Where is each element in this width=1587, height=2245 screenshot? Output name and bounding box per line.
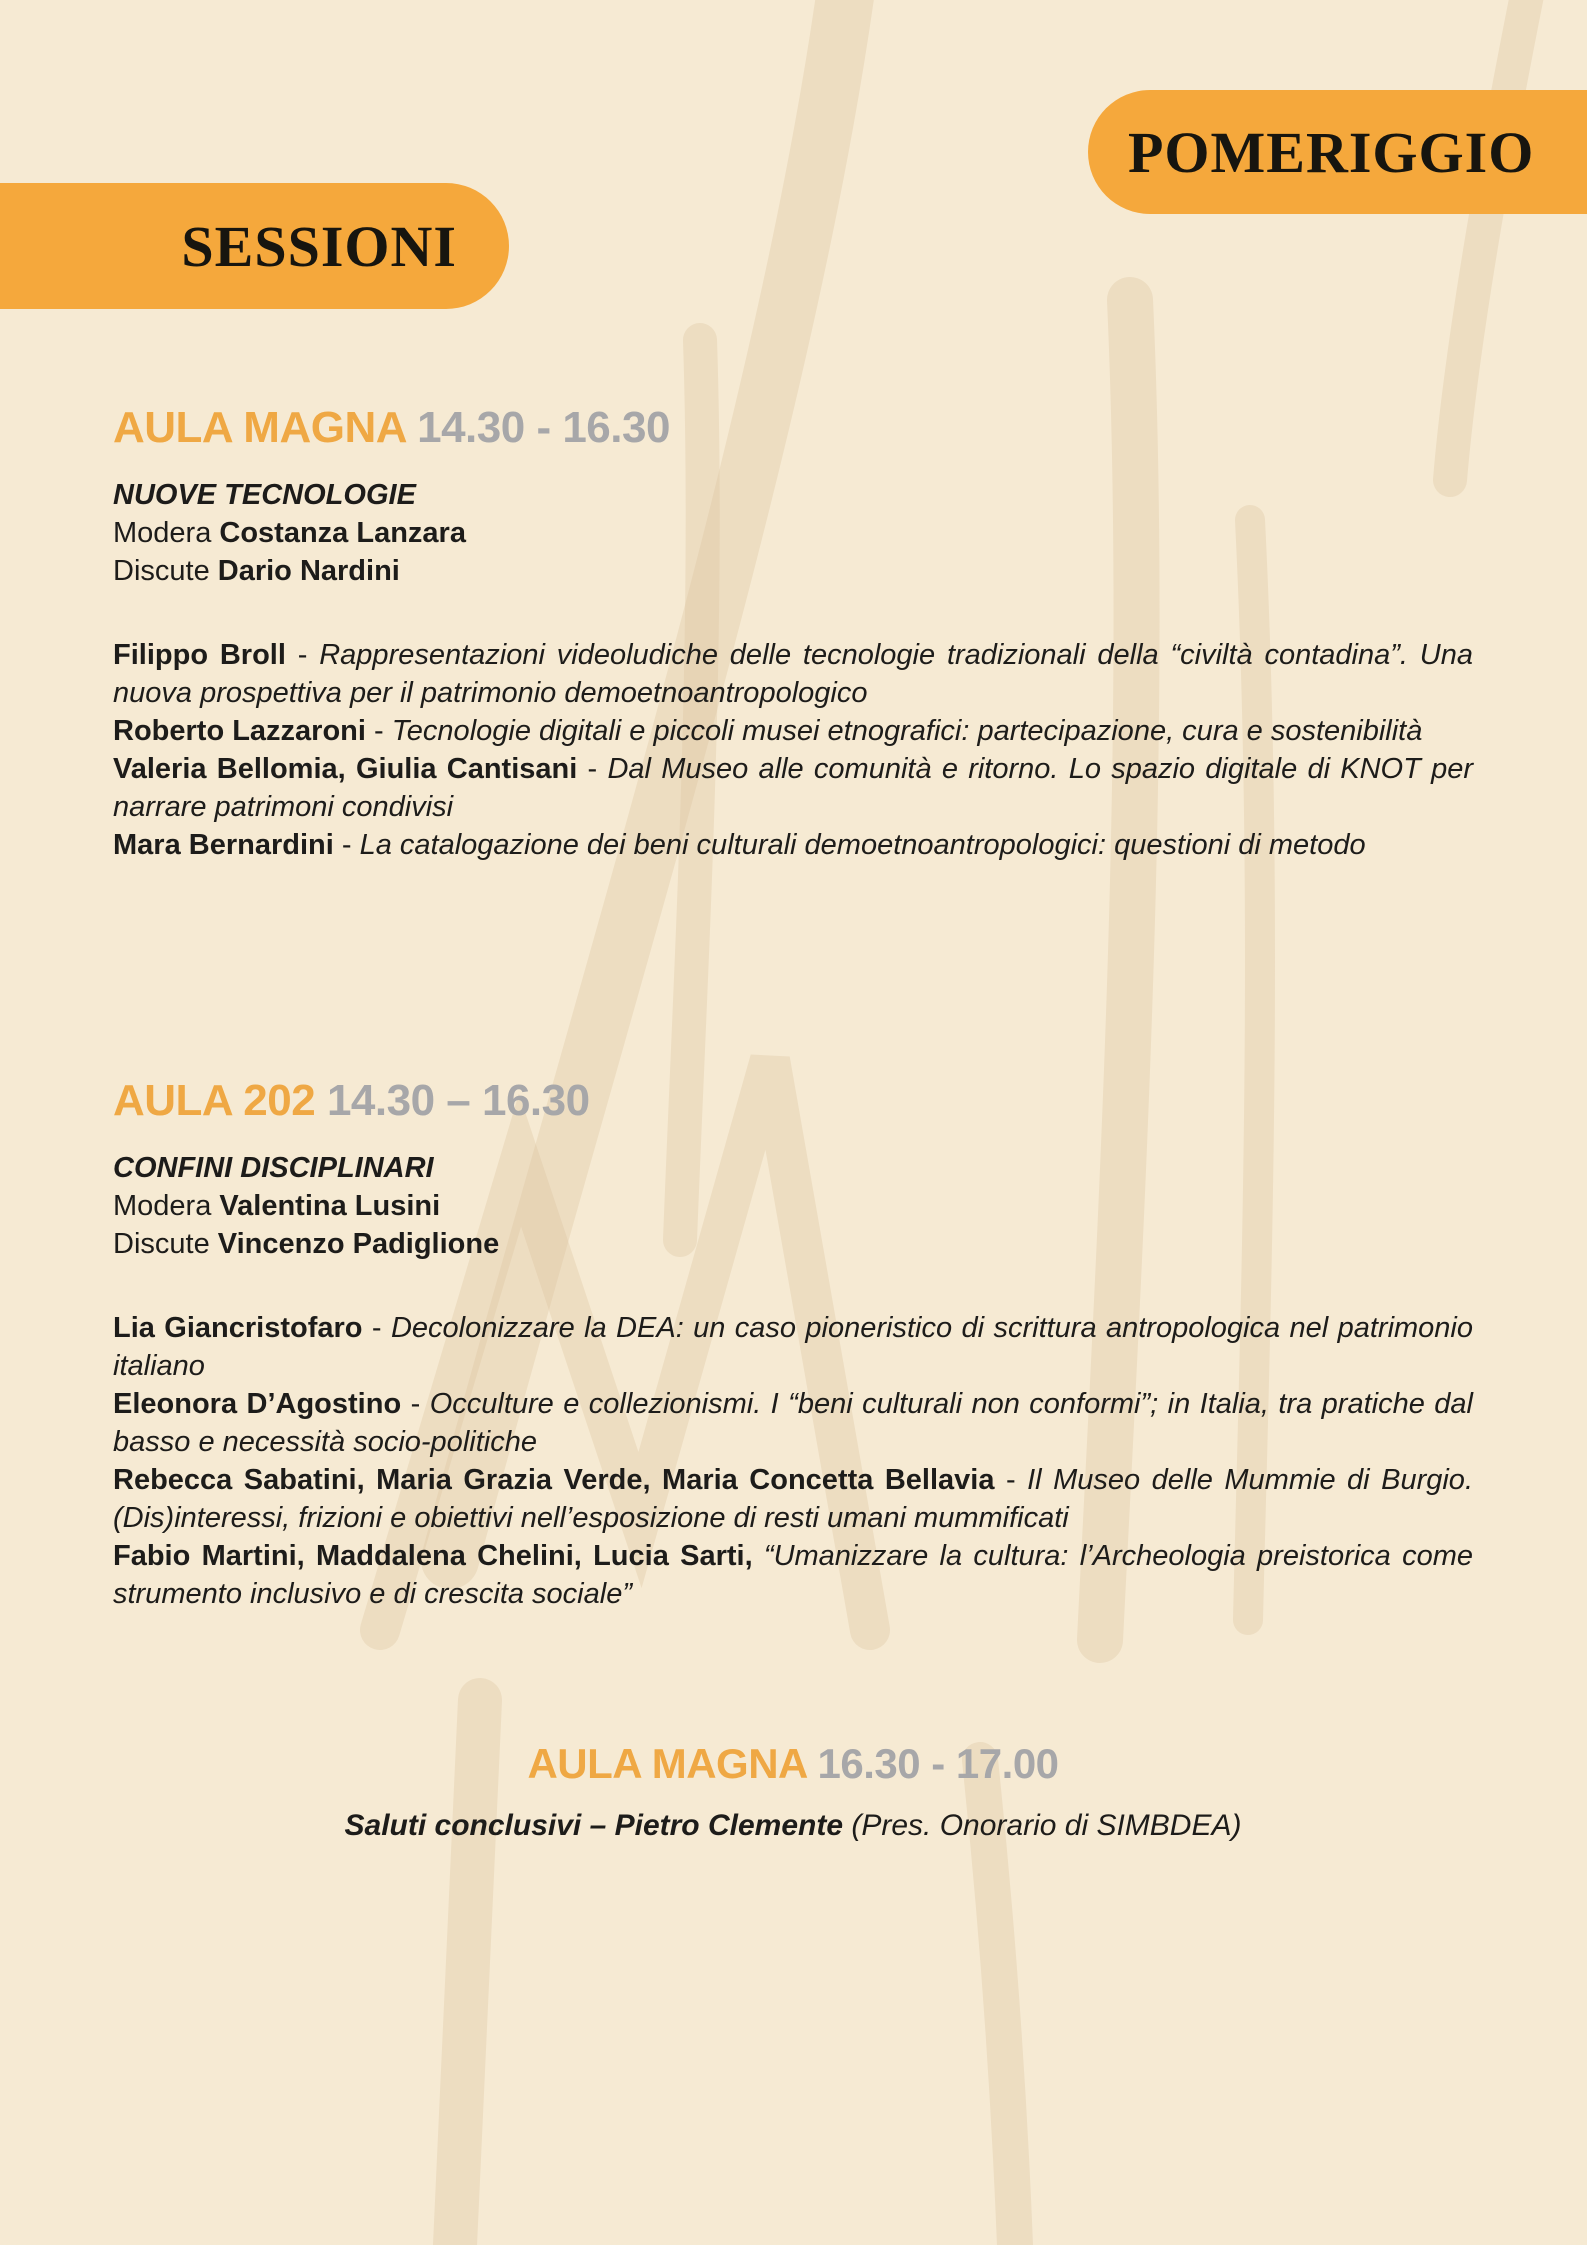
talk-speakers: Valeria Bellomia, Giulia Cantisani: [113, 753, 578, 785]
talk-item: [113, 1385, 1473, 1461]
moderator-name: Valentina Lusini: [219, 1190, 441, 1222]
talk-speakers: Roberto Lazzaroni: [113, 715, 366, 747]
session-track-title: NUOVE TECNOLOGIE: [113, 479, 416, 511]
discussant-name: Dario Nardini: [217, 555, 400, 587]
session-time: 14.30 - 16.30: [417, 403, 670, 452]
talk-separator: -: [365, 715, 392, 747]
sessions-badge: [0, 183, 509, 309]
closing-session: [113, 1738, 1473, 1846]
talk-item: [113, 1461, 1473, 1537]
talk-list: [113, 636, 1473, 864]
talk-speakers: Fabio Martini, Maddalena Chelini, Lucia Sarti,: [113, 1540, 753, 1572]
talk-separator: -: [401, 1388, 430, 1420]
talk-separator: -: [333, 829, 360, 861]
talk-item: [113, 712, 1473, 750]
afternoon-badge: [1088, 90, 1587, 214]
discussant-name: Vincenzo Padiglione: [217, 1228, 500, 1260]
moderator-line: [113, 514, 1473, 552]
moderator-name: Costanza Lanzara: [219, 517, 466, 549]
afternoon-badge-label: POMERIGGIO: [1128, 119, 1535, 185]
closing-remarks: [113, 1806, 1473, 1846]
talk-title: “Umanizzare la cultura: l’Archeologia preistorica come strumento inclusivo e di crescita sociale”: [113, 1540, 1473, 1610]
talk-separator: -: [285, 639, 320, 671]
sessions-badge-label: SESSIONI: [181, 213, 457, 279]
talk-separator: -: [577, 753, 608, 785]
discussant-label: Discute: [113, 1228, 210, 1260]
talk-speakers: Lia Giancristofaro: [113, 1312, 363, 1344]
session-heading: [113, 1075, 1473, 1127]
talk-separator: -: [362, 1312, 391, 1344]
session-track-title: CONFINI DISCIPLINARI: [113, 1152, 434, 1184]
closing-remarks-subtitle: (Pres. Onorario di SIMBDEA): [851, 1809, 1242, 1842]
session-aula-magna: [113, 402, 1473, 864]
closing-heading: [113, 1738, 1473, 1790]
moderator-line: [113, 1187, 1473, 1225]
talk-speakers: Rebecca Sabatini, Maria Grazia Verde, Maria Concetta Bellavia: [113, 1464, 995, 1496]
discussant-label: Discute: [113, 555, 210, 587]
talk-title: Dal Museo alle comunità e ritorno. Lo spazio digitale di KNOT per narrare patrimoni condivisi: [113, 753, 1473, 823]
talk-list: [113, 1309, 1473, 1613]
talk-speakers: Filippo Broll: [113, 639, 286, 671]
talk-speakers: Mara Bernardini: [113, 829, 334, 861]
closing-remarks-title: Saluti conclusivi – Pietro Clemente: [344, 1809, 844, 1842]
talk-item: [113, 1537, 1473, 1613]
moderator-label: Modera: [113, 1190, 212, 1222]
session-room: AULA MAGNA: [113, 403, 406, 452]
session-aula-202: [113, 1075, 1473, 1613]
talk-title: La catalogazione dei beni culturali demoetnoantropologici: questioni di metodo: [359, 829, 1366, 861]
talk-item: [113, 636, 1473, 712]
closing-time: 16.30 - 17.00: [817, 1740, 1059, 1787]
talk-separator: -: [994, 1464, 1028, 1496]
session-room: AULA 202: [113, 1076, 316, 1125]
session-time: 14.30 – 16.30: [326, 1076, 590, 1125]
talk-title: Tecnologie digitali e piccoli musei etnografici: partecipazione, cura e sostenibilità: [391, 715, 1423, 747]
talk-item: [113, 1309, 1473, 1385]
talk-item: [113, 750, 1473, 826]
talk-title: Rappresentazioni videoludiche delle tecnologie tradizionali della “civiltà contadina”. Una nuova prospettiva per il patrimonio demoetnoantropologico: [113, 639, 1473, 709]
talk-title: Occulture e collezionismi. I “beni culturali non conformi”; in Italia, tra pratiche dal basso e necessità socio-politiche: [113, 1388, 1473, 1458]
closing-room: AULA MAGNA: [527, 1740, 807, 1787]
talk-speakers: Eleonora D’Agostino: [113, 1388, 402, 1420]
talk-title: Decolonizzare la DEA: un caso pioneristico di scrittura antropologica nel patrimonio italiano: [113, 1312, 1473, 1382]
discussant-line: [113, 1225, 1473, 1263]
discussant-line: [113, 552, 1473, 590]
talk-title: Il Museo delle Mummie di Burgio. (Dis)interessi, frizioni e obiettivi nell’esposizione di resti umani mummificati: [113, 1464, 1473, 1534]
moderator-label: Modera: [113, 517, 212, 549]
session-heading: [113, 402, 1473, 454]
talk-item: [113, 826, 1473, 864]
talk-separator: [753, 1540, 764, 1572]
